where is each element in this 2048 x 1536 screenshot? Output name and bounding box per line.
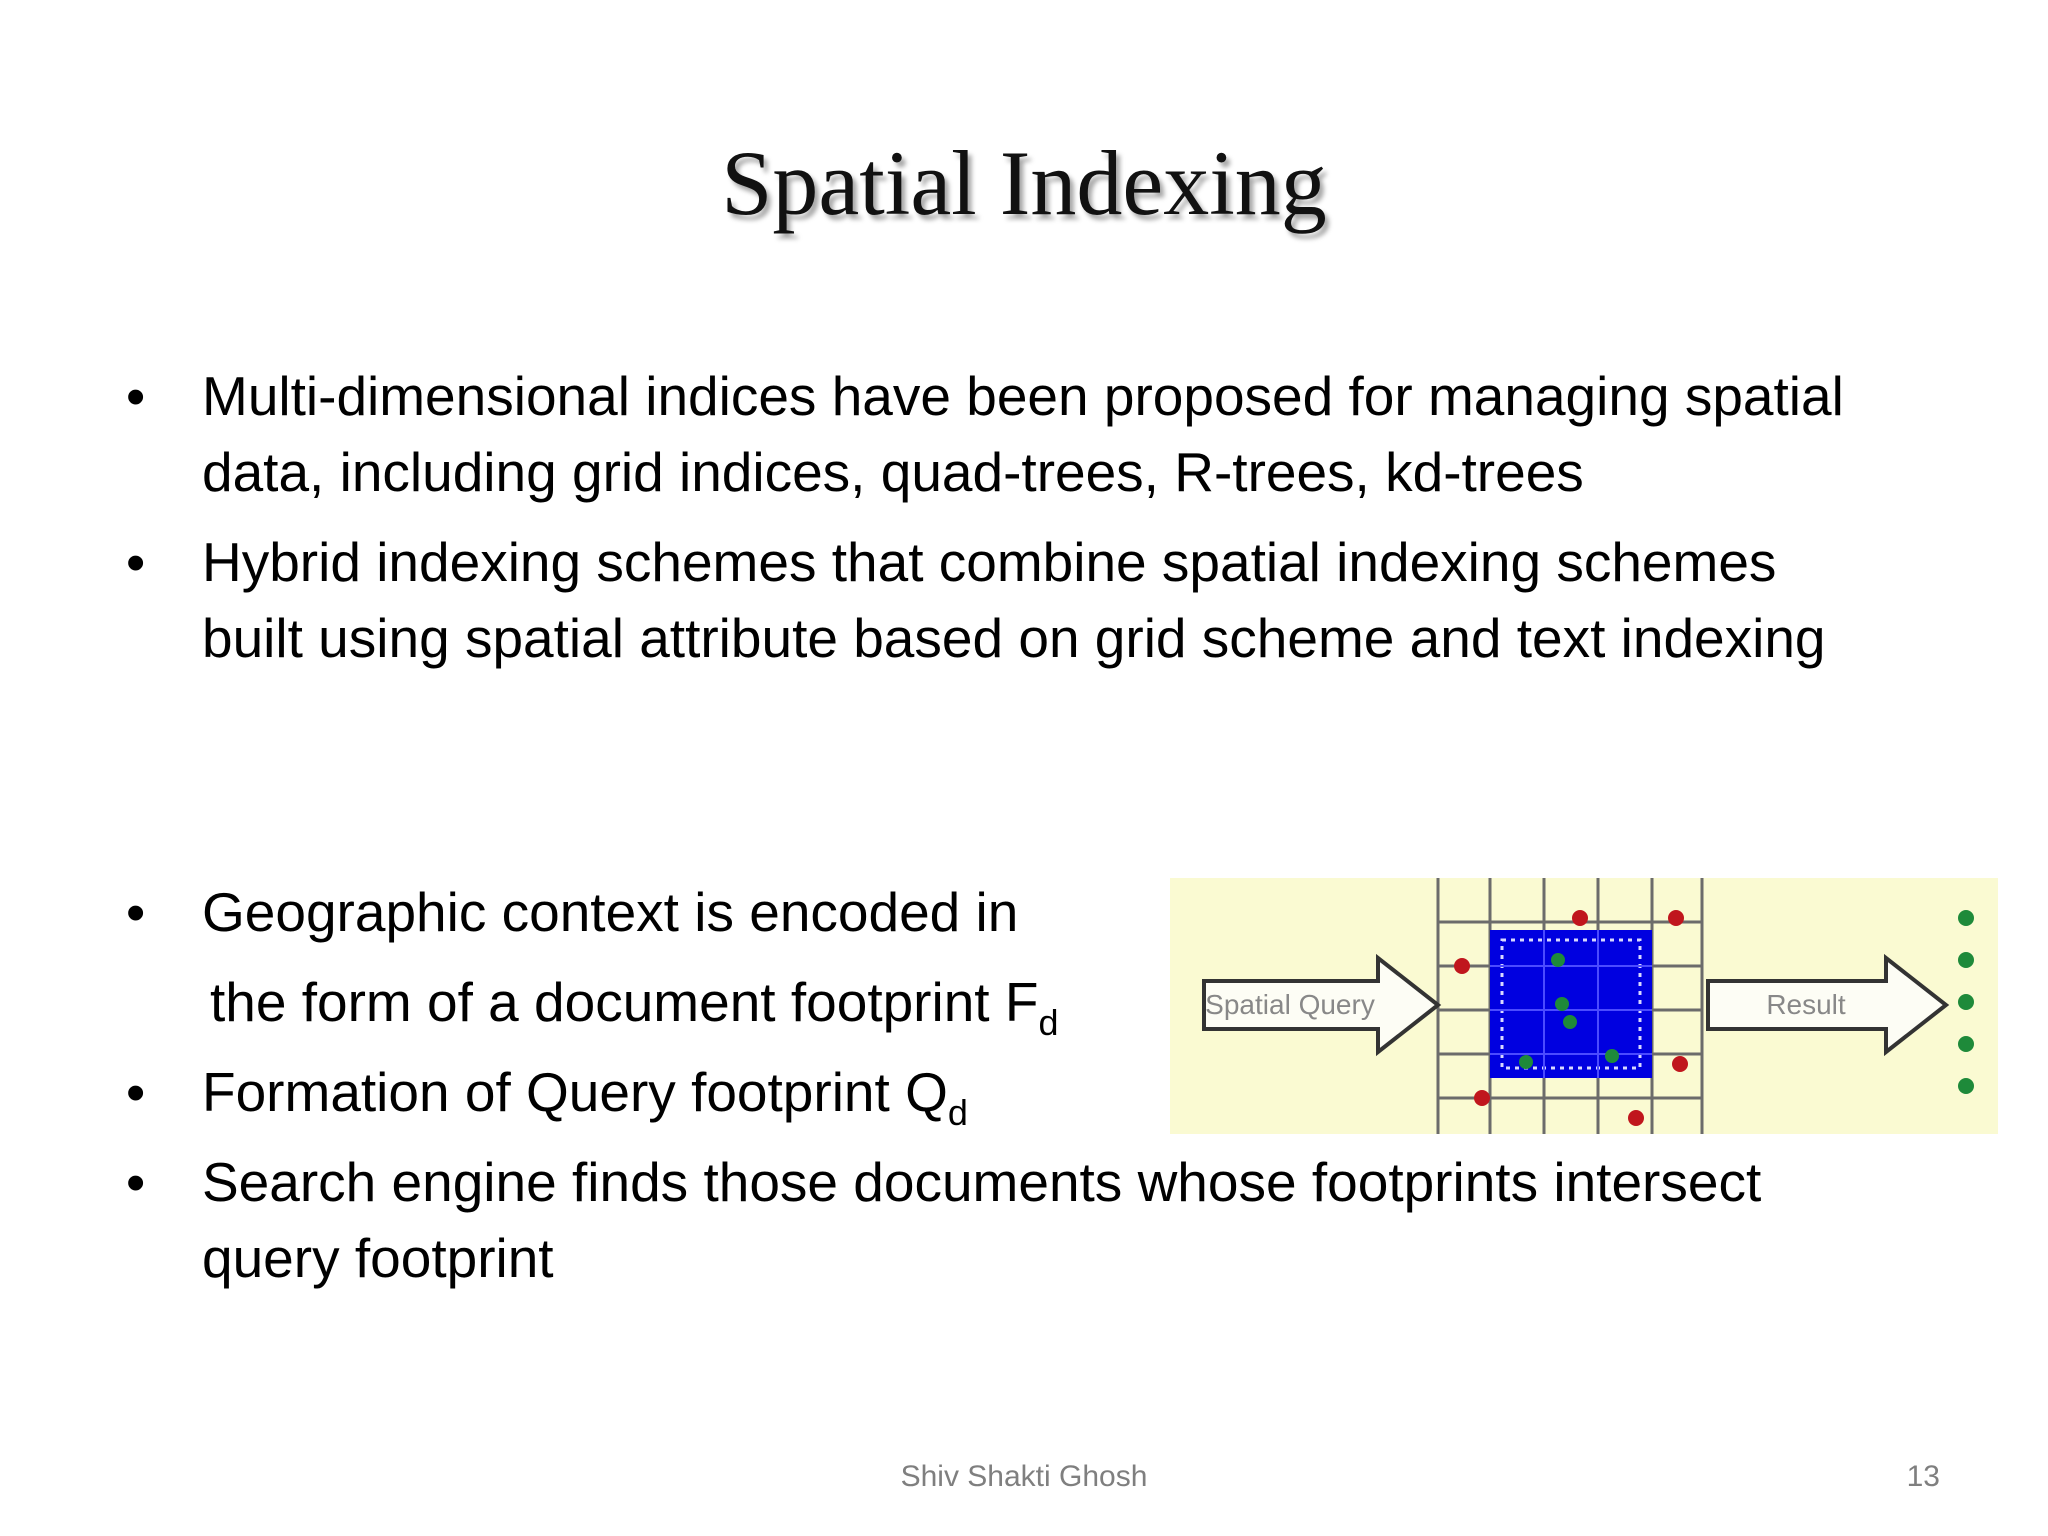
data-point-match — [1958, 910, 1974, 926]
bullet-item — [126, 524, 1966, 676]
bullet-text-line: Geographic context is encoded in — [202, 881, 1019, 943]
spatial-query-diagram — [1170, 878, 1998, 1134]
bullet-text-line: Multi-dimensional indices have been proposed for managing spatial — [202, 365, 1844, 427]
data-point-match — [1958, 994, 1974, 1010]
data-point-match — [1958, 1078, 1974, 1094]
data-point-outside — [1474, 1090, 1490, 1106]
bullet-text-line: Search engine finds those documents whose footprints intersect — [202, 1151, 1762, 1213]
result-label: Result — [1766, 989, 1846, 1020]
query-region-box — [1490, 930, 1652, 1078]
bullet-marker: • — [126, 1151, 146, 1213]
bullet-marker: • — [126, 1061, 146, 1123]
data-point-outside — [1628, 1110, 1644, 1126]
bullet-item — [126, 1144, 1966, 1296]
bullet-list-top — [126, 358, 1966, 676]
spatial-query-label: Spatial Query — [1205, 989, 1375, 1020]
footer-author: Shiv Shakti Ghosh — [900, 1460, 1148, 1493]
bullet-text-line: Hybrid indexing schemes that combine spatial indexing schemes — [202, 531, 1777, 593]
data-point-match — [1555, 997, 1569, 1011]
slide-title: Spatial Indexing — [721, 132, 1327, 234]
data-point-outside — [1672, 1056, 1688, 1072]
bullet-item — [126, 358, 1966, 510]
data-point-match — [1958, 1036, 1974, 1052]
data-point-match — [1519, 1055, 1533, 1069]
data-point-match — [1551, 953, 1565, 967]
bullet-text-line: data, including grid indices, quad-trees, R-trees, kd-trees — [202, 441, 1584, 503]
bullet-marker: • — [126, 881, 146, 943]
data-point-outside — [1572, 910, 1588, 926]
bullet-marker: • — [126, 365, 146, 427]
page-number: 13 — [1906, 1460, 1940, 1493]
data-point-match — [1605, 1049, 1619, 1063]
bullet-text-line: query footprint — [202, 1227, 554, 1289]
subscript: d — [947, 1092, 968, 1133]
data-point-outside — [1668, 910, 1684, 926]
bullet-text-line: the form of a document footprint F — [210, 971, 1039, 1033]
bullet-text-line: built using spatial attribute based on grid scheme and text indexing — [202, 607, 1826, 669]
data-point-outside — [1454, 958, 1470, 974]
data-point-match — [1563, 1015, 1577, 1029]
bullet-marker: • — [126, 531, 146, 593]
bullet-text-line: Formation of Query footprint Q — [202, 1061, 948, 1123]
subscript: d — [1038, 1002, 1059, 1043]
data-point-match — [1958, 952, 1974, 968]
